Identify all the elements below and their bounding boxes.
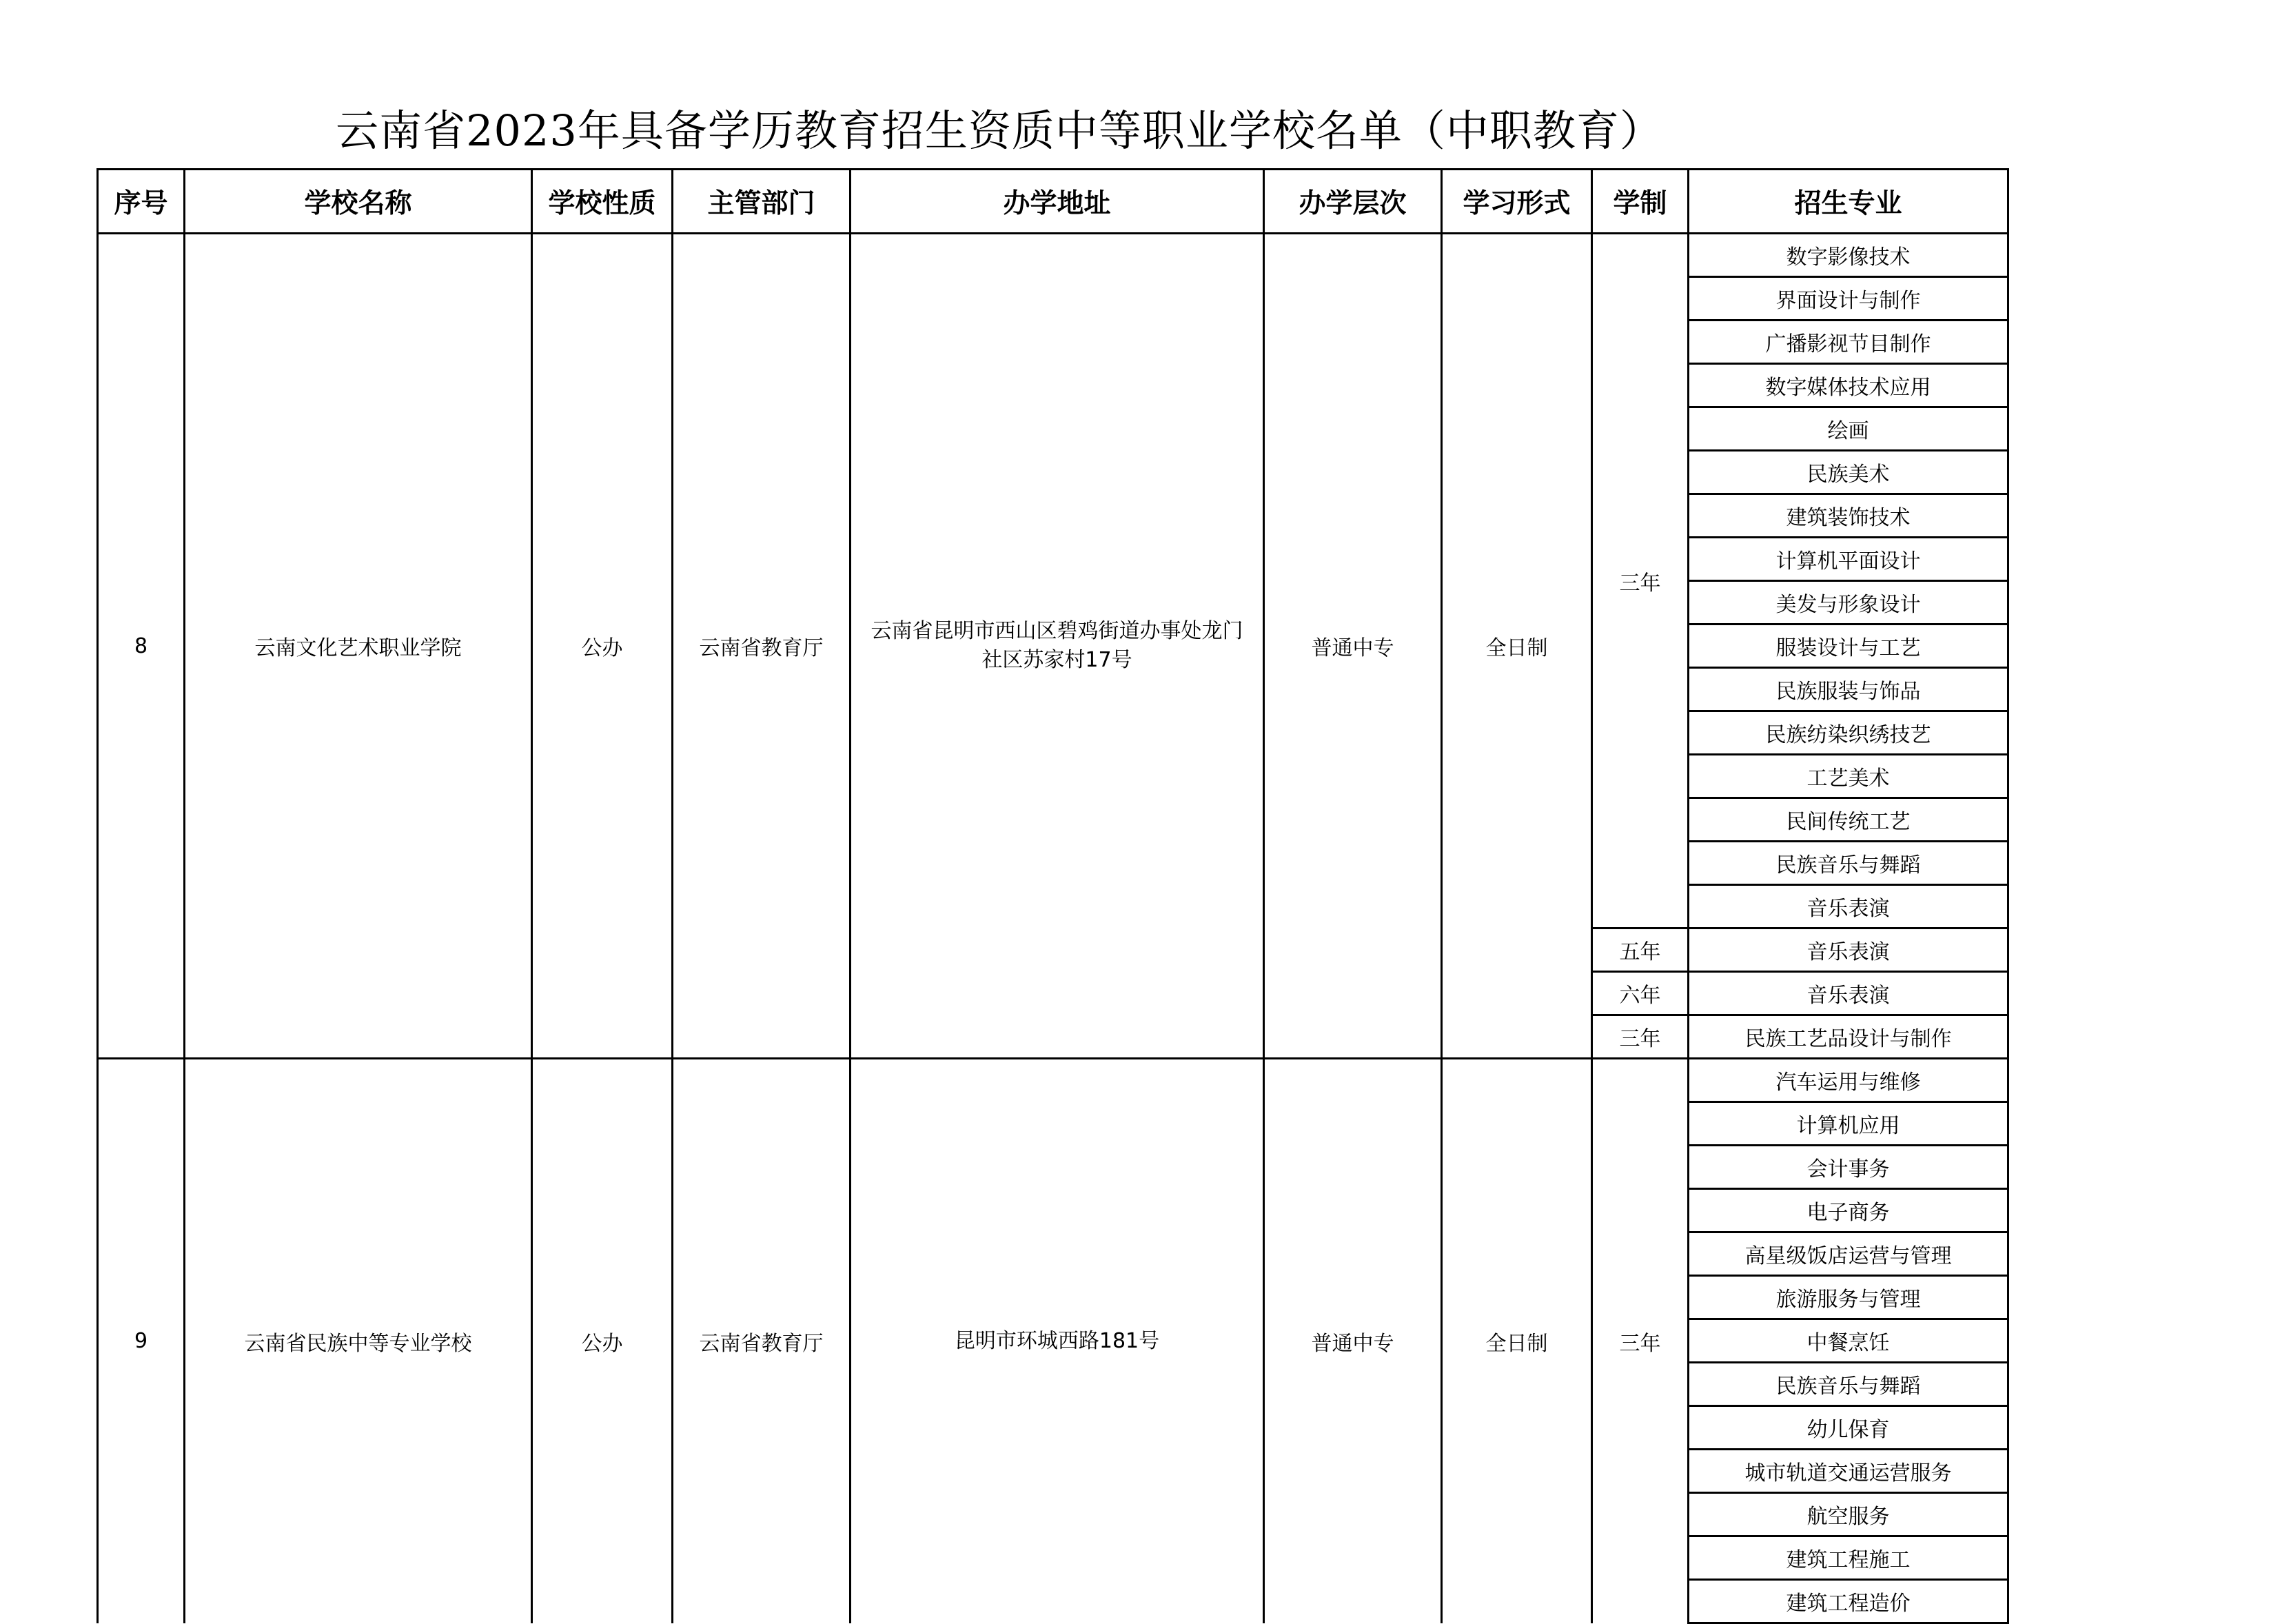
school-study-form: 全日制 — [1442, 1059, 1592, 1623]
school-study-form: 全日制 — [1442, 234, 1592, 1059]
major-item: 建筑装饰技术 — [1689, 494, 2008, 538]
major-item: 民族美术 — [1689, 451, 2008, 494]
major-item: 服装设计与工艺 — [1689, 625, 2008, 668]
program-duration: 五年 — [1592, 928, 1689, 972]
major-item: 民族音乐与舞蹈 — [1689, 842, 2008, 885]
school-name: 云南文化艺术职业学院 — [185, 234, 532, 1059]
major-item: 音乐表演 — [1689, 972, 2008, 1015]
major-item: 音乐表演 — [1689, 928, 2008, 972]
header-nature: 学校性质 — [532, 170, 673, 234]
page-title: 云南省2023年具备学历教育招生资质中等职业学校名单（中职教育） — [336, 105, 1663, 156]
major-item: 计算机平面设计 — [1689, 538, 2008, 581]
major-item: 民族音乐与舞蹈 — [1689, 1363, 2008, 1406]
major-item: 城市轨道交通运营服务 — [1689, 1450, 2008, 1493]
school-address: 昆明市环城西路181号 — [851, 1059, 1264, 1623]
header-school-name: 学校名称 — [185, 170, 532, 234]
major-item: 美发与形象设计 — [1689, 581, 2008, 625]
school-address: 云南省昆明市西山区碧鸡街道办事处龙门社区苏家村17号 — [851, 234, 1264, 1059]
school-index: 9 — [98, 1059, 185, 1623]
table-body — [98, 234, 2008, 1623]
major-item: 界面设计与制作 — [1689, 277, 2008, 321]
major-item: 民族工艺品设计与制作 — [1689, 1015, 2008, 1059]
school-nature: 公办 — [532, 1059, 673, 1623]
major-item: 高星级饭店运营与管理 — [1689, 1232, 2008, 1276]
header-address: 办学地址 — [851, 170, 1264, 234]
major-item: 会计事务 — [1689, 1146, 2008, 1189]
major-item: 汽车运用与维修 — [1689, 1059, 2008, 1102]
major-item: 中餐烹饪 — [1689, 1319, 2008, 1363]
school-index: 8 — [98, 234, 185, 1059]
school-level: 普通中专 — [1264, 1059, 1442, 1623]
major-item: 广播影视节目制作 — [1689, 321, 2008, 364]
header-level: 办学层次 — [1264, 170, 1442, 234]
table-row — [98, 234, 2008, 277]
major-item: 数字媒体技术应用 — [1689, 364, 2008, 407]
school-name: 云南省民族中等专业学校 — [185, 1059, 532, 1623]
school-list-table — [96, 168, 2009, 1624]
school-nature: 公办 — [532, 234, 673, 1059]
school-department: 云南省教育厅 — [673, 234, 851, 1059]
major-item: 数字影像技术 — [1689, 234, 2008, 277]
header-index: 序号 — [98, 170, 185, 234]
major-item: 民族服装与饰品 — [1689, 668, 2008, 711]
major-item: 建筑工程施工 — [1689, 1536, 2008, 1580]
major-item: 工艺美术 — [1689, 755, 2008, 798]
major-item: 航空服务 — [1689, 1493, 2008, 1536]
major-item: 音乐表演 — [1689, 885, 2008, 928]
header-row — [98, 170, 2008, 234]
table-row — [98, 1059, 2008, 1102]
major-item: 幼儿保育 — [1689, 1406, 2008, 1450]
header-department: 主管部门 — [673, 170, 851, 234]
major-item: 民族纺染织绣技艺 — [1689, 711, 2008, 755]
major-item: 计算机应用 — [1689, 1102, 2008, 1146]
program-duration: 六年 — [1592, 972, 1689, 1015]
major-item: 绘画 — [1689, 407, 2008, 451]
major-item: 电子商务 — [1689, 1189, 2008, 1232]
major-item: 建筑工程造价 — [1689, 1580, 2008, 1623]
header-duration: 学制 — [1592, 170, 1689, 234]
school-department: 云南省教育厅 — [673, 1059, 851, 1623]
major-item: 民间传统工艺 — [1689, 798, 2008, 842]
program-duration: 三年 — [1592, 1015, 1689, 1059]
program-duration: 三年 — [1592, 234, 1689, 928]
program-duration: 三年 — [1592, 1059, 1689, 1623]
school-level: 普通中专 — [1264, 234, 1442, 1059]
major-item: 旅游服务与管理 — [1689, 1276, 2008, 1319]
header-study-form: 学习形式 — [1442, 170, 1592, 234]
header-majors: 招生专业 — [1689, 170, 2008, 234]
